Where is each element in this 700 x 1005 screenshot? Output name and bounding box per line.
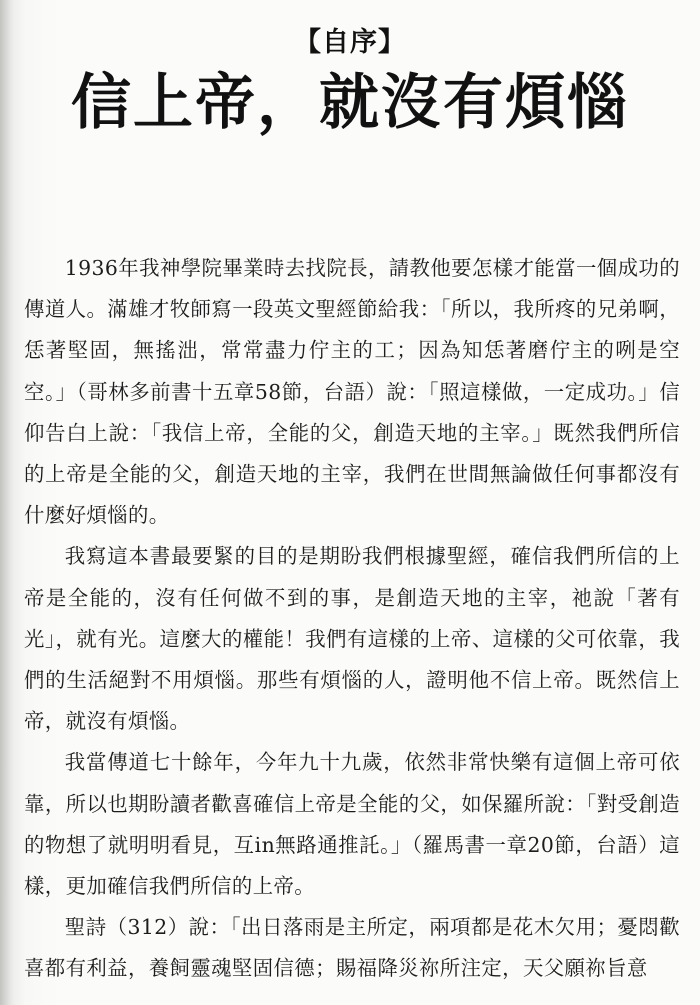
paragraph-4: 聖詩（312）說：「出日落雨是主所定，兩項都是花木欠用；憂悶歡喜都有利益，養飼靈魂堅固信德；賜福降災祢所注定，天父願祢旨意 <box>24 915 680 981</box>
section-label: 【自序】 <box>294 27 406 58</box>
body-text <box>24 248 680 990</box>
paragraph-1: 1936年我神學院畢業時去找院長，請教他要怎樣才能當一個成功的傳道人。滿雄才牧師寫一段英文聖經節給我：「所以，我所疼的兄弟啊，恁著堅固，無搖泏，常常盡力佇主的工；因為知恁著磨佇主的咧是空空。」（哥林多前書十五章58節，台語）說：「照這樣做，一定成功。」信仰告白上說：「我信上帝，全能的父，創造天地的主宰。」既然我們所信的上帝是全能的父，創造天地的主宰，我們在世間無論做任何事都沒有什麼好煩惱的。 <box>24 256 680 528</box>
paragraph-3: 我當傳道七十餘年，今年九十九歲，依然非常快樂有這個上帝可依靠，所以也期盼讀者歡喜確信上帝是全能的父，如保羅所說：「對受創造的物想了就明明看見，互in無路通推託。」（羅馬書一章20節，台語）這樣，更加確信我們所信的上帝。 <box>24 750 680 899</box>
page-title: 信上帝，就沒有煩惱 <box>71 68 629 138</box>
binding-shadow <box>0 0 14 1005</box>
paragraph-2: 我寫這本書最要緊的目的是期盼我們根據聖經，確信我們所信的上帝是全能的，沒有任何做不到的事，是創造天地的主宰，祂說「著有光」，就有光。這麼大的權能！我們有這樣的上帝、這樣的父可依靠，我們的生活絕對不用煩惱。那些有煩惱的人，證明他不信上帝。既然信上帝，就沒有煩惱。 <box>24 544 680 734</box>
